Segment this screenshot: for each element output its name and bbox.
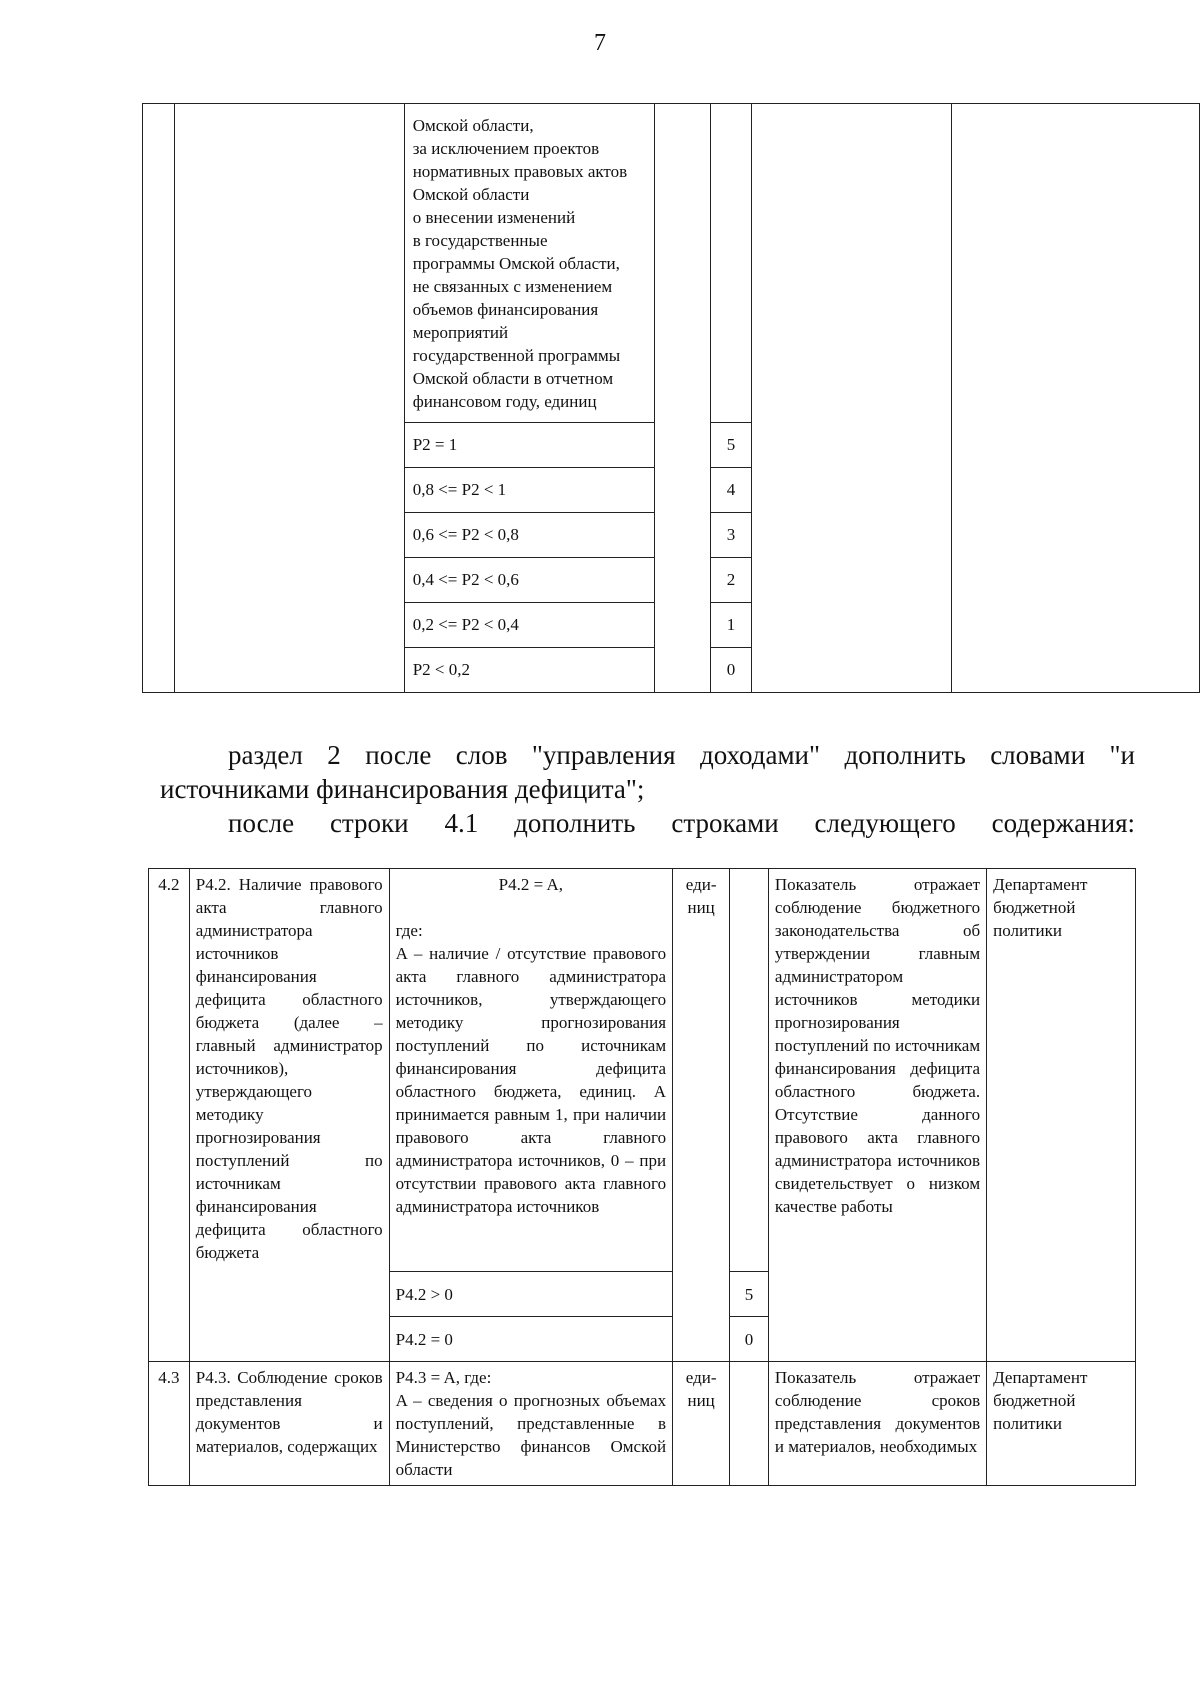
responsible: Департамент бюджетной политики bbox=[987, 869, 1136, 1362]
t1-col-unit bbox=[654, 104, 710, 693]
t1-col-responsible bbox=[952, 104, 1200, 693]
t1-condition: P2 = 1 bbox=[404, 423, 654, 468]
formula-description: A – наличие / отсутствие правового акта главного администратора источников, утверждающего методику прогнозирования поступлений по источникам финансирования дефицита областного бюджета, единиц. A принимается равным 1, при наличии правового акта главного администратора источников, 0 – при отсутствии правового акта главного администратора источников bbox=[395, 944, 667, 1216]
t1-score-blank bbox=[710, 104, 752, 423]
formula: P4.3 = A, где: A – сведения о прогнозных объемах поступлений, представленные в Министерство финансов Омской области bbox=[389, 1362, 672, 1486]
t1-score: 5 bbox=[710, 423, 752, 468]
t1-condition: P2 < 0,2 bbox=[404, 648, 654, 693]
t1-condition: 0,6 <= P2 < 0,8 bbox=[404, 513, 654, 558]
row-number: 4.3 bbox=[149, 1362, 190, 1486]
condition: P4.2 = 0 bbox=[389, 1317, 672, 1362]
score-blank bbox=[730, 869, 769, 1272]
formula-where: где: bbox=[395, 921, 423, 940]
t1-col-name bbox=[174, 104, 404, 693]
t1-col-number bbox=[143, 104, 175, 693]
paragraph-section-2: раздел 2 после слов "управления доходами" дополнить словами "и источниками финансирования дефицита"; bbox=[160, 740, 1135, 804]
comment: Показатель отражает соблюдение бюджетного законодательства об утверждении главным администратором источников методики прогнозирования поступлений по источникам финансирования дефицита областного бюджета. Отсутствие данного правового акта главного администратора источников свидетельствует о низком качестве работы bbox=[768, 869, 986, 1362]
table-continuation bbox=[142, 103, 1200, 693]
page-number: 7 bbox=[594, 30, 606, 56]
comment: Показатель отражает соблюдение сроков представления документов и материалов, необходимых bbox=[768, 1362, 986, 1486]
t1-score: 2 bbox=[710, 558, 752, 603]
t1-condition: 0,2 <= P2 < 0,4 bbox=[404, 603, 654, 648]
t1-col-comment bbox=[752, 104, 952, 693]
t1-score: 1 bbox=[710, 603, 752, 648]
unit: еди- ниц bbox=[673, 1362, 730, 1486]
unit: еди- ниц bbox=[673, 869, 730, 1362]
table-new-rows bbox=[148, 868, 1136, 1486]
t1-condition: 0,4 <= P2 < 0,6 bbox=[404, 558, 654, 603]
indicator-name: P4.2. Наличие правового акта главного администратора источников финансирования дефицита областного бюджета (далее – главный администратор источников), утверждающего методику прогнозирования поступлений по источникам финансирования дефицита областного бюджета bbox=[189, 869, 389, 1362]
row-number: 4.2 bbox=[149, 869, 190, 1362]
score-blank bbox=[730, 1362, 769, 1486]
formula-cell bbox=[389, 869, 672, 1272]
paragraph-after-row: после строки 4.1 дополнить строками следующего содержания: bbox=[228, 808, 1135, 838]
t1-score: 4 bbox=[710, 468, 752, 513]
formula: P4.2 = A, bbox=[498, 875, 564, 894]
indicator-name: P4.3. Соблюдение сроков представления документов и материалов, содержащих bbox=[189, 1362, 389, 1486]
t1-score: 0 bbox=[710, 648, 752, 693]
responsible: Департамент бюджетной политики bbox=[987, 1362, 1136, 1486]
t1-indicator-text: Омской области, за исключением проектов нормативных правовых актов Омской области о внесении изменений в государственные программы Омской области, не связанных с изменением объемов финансирования мероприятий государственной программы Омской области в отчетном финансовом году, единиц bbox=[404, 104, 654, 423]
t1-score: 3 bbox=[710, 513, 752, 558]
condition: P4.2 > 0 bbox=[389, 1272, 672, 1317]
score: 0 bbox=[730, 1317, 769, 1362]
score: 5 bbox=[730, 1272, 769, 1317]
t1-condition: 0,8 <= P2 < 1 bbox=[404, 468, 654, 513]
